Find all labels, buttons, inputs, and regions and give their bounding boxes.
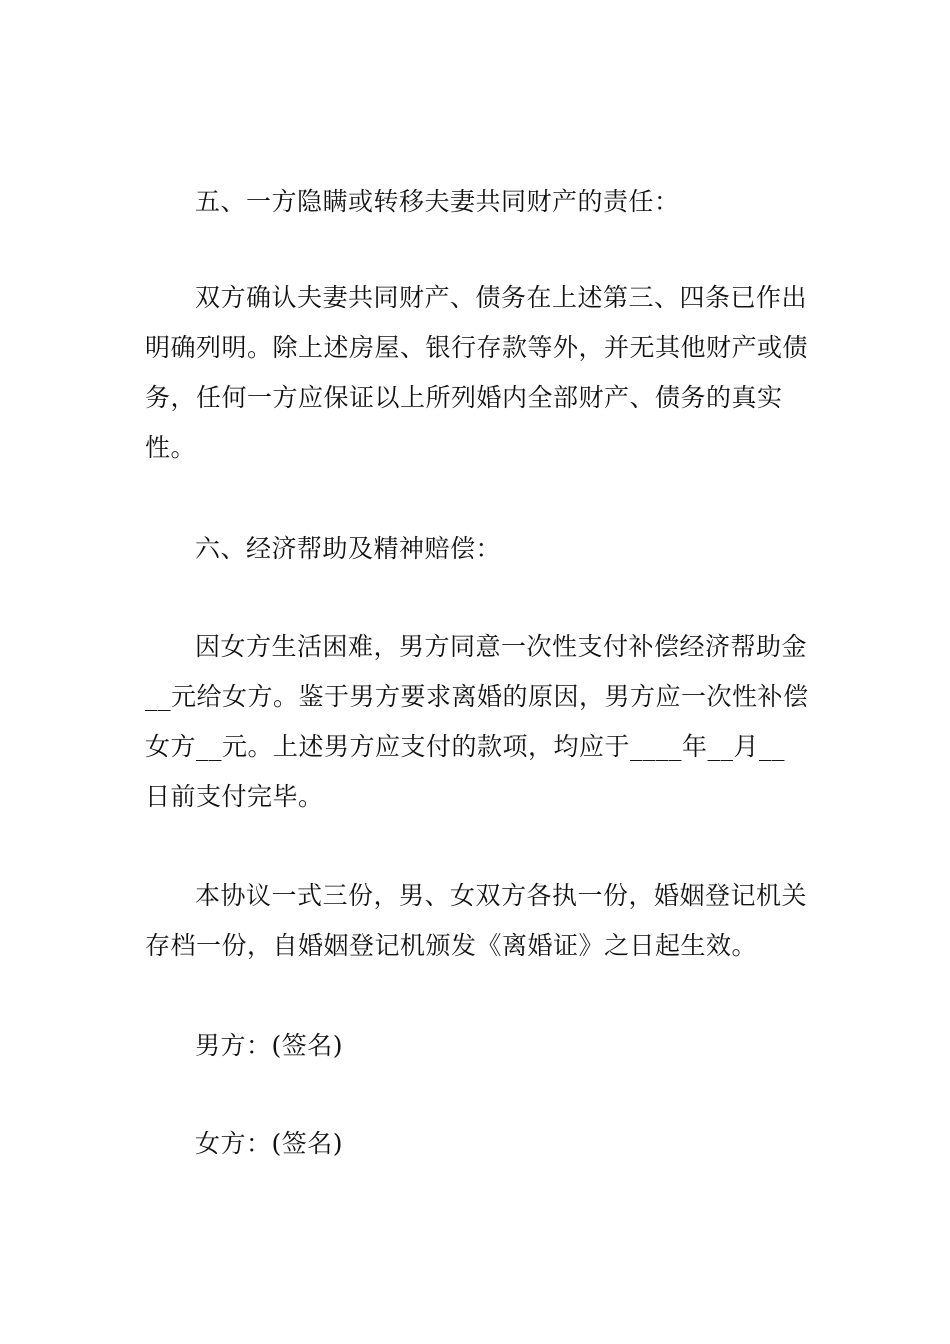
section5-heading: 五、一方隐瞒或转移夫妻共同财产的责任： (195, 187, 680, 216)
section6-body: 因女方生活困难，男方同意一次性支付补偿经济帮助金__元给女方。鉴于男方要求离婚的原因，男方应一次性补偿女方__元。上述男方应支付的款项，均应于____年__月__日前支付完毕。 (145, 632, 809, 811)
copies-clause: 本协议一式三份，男、女双方各执一份，婚姻登记机关存档一份，自婚姻登记机颁发《离婚证》之日起生效。 (145, 881, 808, 960)
female-signature-line: 女方：(签名) (195, 1129, 344, 1158)
section6-heading: 六、经济帮助及精神赔偿： (195, 534, 502, 563)
section5-body: 双方确认夫妻共同财产、债务在上述第三、四条已作出明确列明。除上述房屋、银行存款等外，并无其他财产或债务，任何一方应保证以上所列婚内全部财产、债务的真实性。 (145, 283, 809, 462)
male-signature-line: 男方：(签名) (195, 1031, 344, 1060)
